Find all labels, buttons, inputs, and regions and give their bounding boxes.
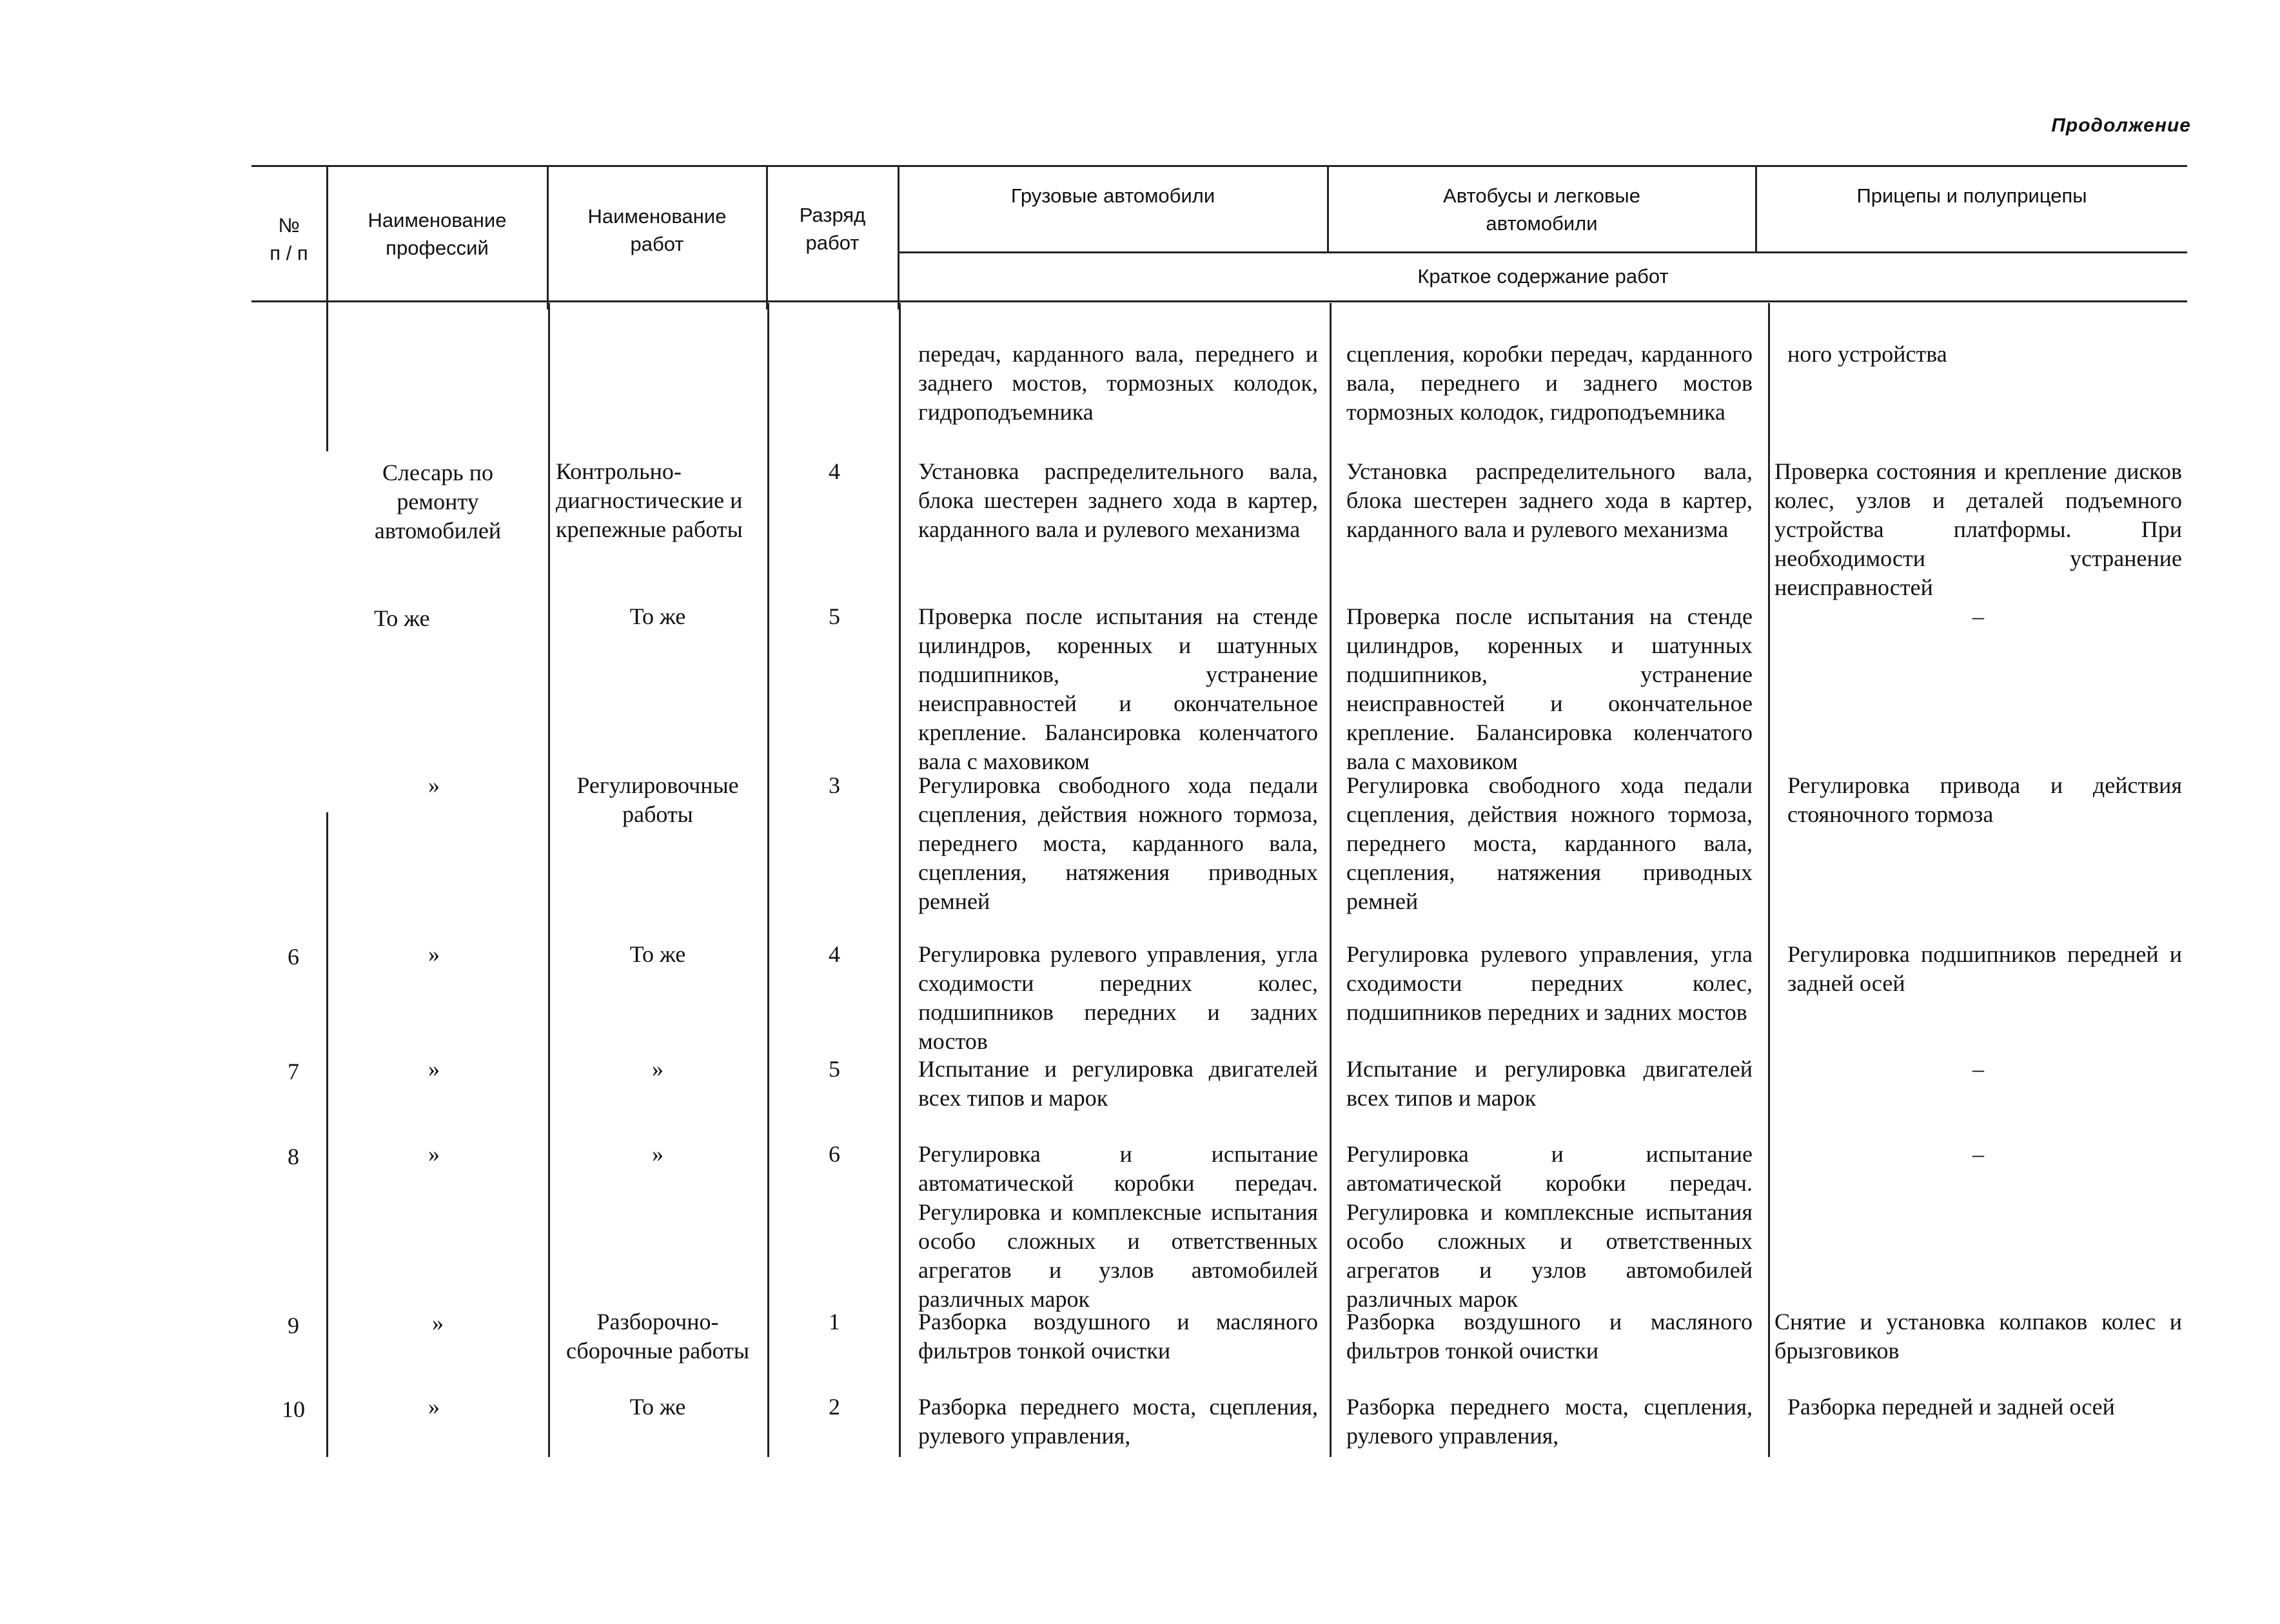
column-divider [1768,303,1770,1457]
cell-trailers: Снятие и установка колпаков колес и брызговиков [1774,1309,2182,1364]
cell-buses: Регулировка и испытание автоматической коробки передач. Регулировка и комплексные испытания особо сложных и ответственных агрегатов и узлов автомобилей различных марок [1346,1141,1753,1312]
continuation-label: Продолжение [2051,115,2191,136]
cell-trucks: Регулировка рулевого управления, угла сходимости передних колес, подшипников передних и задних мостов [918,941,1318,1054]
cell-buses: сцепления, коробки передач, карданного вала, переднего и заднего мостов тормозных колодок, гидроподъемника [1346,341,1753,425]
cell-buses: Регулировка свободного хода педали сцепления, действия ножного тормоза, переднего моста, карданного вала, сцепления, натяжения приводных ремней [1346,772,1753,914]
cell-trucks: Установка распределительного вала, блока шестерен заднего хода в картер, карданного вала и рулевого механизма [918,458,1318,542]
header-divider [898,166,899,309]
table-top-rule [251,165,2187,167]
cell-work: Регулировочные работы [576,772,739,827]
cell-work: » [652,1141,663,1167]
cell-trailers: – [1972,603,1984,629]
cell-grade: 6 [829,1141,840,1167]
cell-buses: Разборка переднего моста, сцепления, рулевого управления, [1346,1394,1753,1449]
cell-grade: 2 [829,1394,840,1420]
cell-grade: 5 [829,1056,840,1082]
cell-work: » [652,1056,663,1082]
header-divider [1755,166,1757,253]
cell-grade: 3 [829,772,840,798]
cell-trucks: Регулировка и испытание автоматической коробки передач. Регулировка и комплексные испытания особо сложных и ответственных агрегатов и узлов автомобилей различных марок [918,1141,1318,1312]
cell-profession: » [428,1141,440,1167]
cell-buses: Разборка воздушного и масляного фильтров тонкой очистки [1346,1309,1753,1364]
cell-trailers: Регулировка привода и действия стояночного тормоза [1787,772,2182,827]
header-profession: Наименование профессий [368,209,507,259]
cell-buses: Проверка после испытания на стенде цилиндров, коренных и шатунных подшипников, устранение неисправностей и окончательное крепление. Балансировка коленчатого вала с маховиком [1346,603,1753,774]
cell-profession: Слесарь по ремонту автомобилей [374,460,502,543]
cell-trailers: – [1972,1141,1984,1167]
header-trucks: Грузовые автомобили [1010,184,1215,207]
header-bottom-rule [251,300,2187,302]
cell-trailers: Регулировка подшипников передней и задней осей [1787,941,2182,996]
header-work: Наименование работ [587,205,727,255]
column-divider [767,303,769,1457]
cell-num: 8 [288,1144,299,1169]
cell-trucks: Испытание и регулировка двигателей всех типов и марок [918,1056,1318,1111]
cell-buses: Регулировка рулевого управления, угла сходимости передних колес, подшипников передних и задних мостов [1346,941,1753,1025]
cell-profession: » [428,772,440,798]
header-divider [547,166,549,309]
cell-num: 6 [288,944,299,970]
cell-trucks: Регулировка свободного хода педали сцепления, действия ножного тормоза, переднего моста, карданного вала, сцепления, натяжения приводных ремней [918,772,1318,914]
cell-num: 7 [288,1059,299,1084]
cell-profession: » [432,1310,444,1336]
column-divider [326,309,328,451]
column-divider [899,303,901,1457]
column-divider [1330,303,1332,1457]
cell-trailers: Разборка передней и задней осей [1787,1394,2115,1420]
cell-trailers: – [1972,1056,1984,1082]
cell-work: То же [629,1394,686,1420]
cell-work: То же [629,603,686,629]
cell-profession: » [428,941,440,967]
header-buses: Автобусы и легковые автомобили [1443,184,1640,235]
column-divider [548,303,550,1457]
cell-trucks: Разборка переднего моста, сцепления, рулевого управления, [918,1394,1318,1449]
cell-work: Контрольно-диагностические и крепежные работы [556,458,743,542]
header-num: № п / п [270,214,308,264]
header-divider [326,166,328,309]
header-divider [1327,166,1329,253]
cell-trailers: ного устройства [1787,341,1947,367]
cell-work: Разборочно-сборочные работы [565,1309,750,1364]
cell-profession: » [428,1056,440,1082]
cell-trucks: передач, карданного вала, переднего и заднего мостов, тормозных колодок, гидроподъемника [918,341,1318,425]
cell-grade: 4 [829,941,840,967]
column-divider [326,812,328,1457]
header-trailers: Прицепы и полуприцепы [1856,184,2087,207]
cell-grade: 1 [829,1309,840,1335]
header-divider [766,166,768,309]
cell-trucks: Проверка после испытания на стенде цилиндров, коренных и шатунных подшипников, устранение неисправностей и окончательное крепление. Балансировка коленчатого вала с маховиком [918,603,1318,774]
header-sub-rule [898,251,2187,253]
cell-trailers: Проверка состояния и крепление дисков колес, узлов и деталей подъемного устройства платформы. При необходимости устранение неисправностей [1774,458,2182,600]
cell-trucks: Разборка воздушного и масляного фильтров тонкой очистки [918,1309,1318,1364]
cell-grade: 5 [829,603,840,629]
cell-profession: То же [374,605,430,631]
cell-num: 9 [288,1313,299,1338]
cell-profession: » [428,1394,440,1420]
cell-buses: Испытание и регулировка двигателей всех типов и марок [1346,1056,1753,1111]
cell-buses: Установка распределительного вала, блока шестерен заднего хода в картер, карданного вала и рулевого механизма [1346,458,1753,542]
cell-grade: 4 [829,458,840,484]
header-grade: Разряд работ [799,204,866,254]
cell-num: 10 [282,1396,305,1422]
cell-work: То же [629,941,686,967]
header-summary: Краткое содержание работ [1417,265,1669,288]
